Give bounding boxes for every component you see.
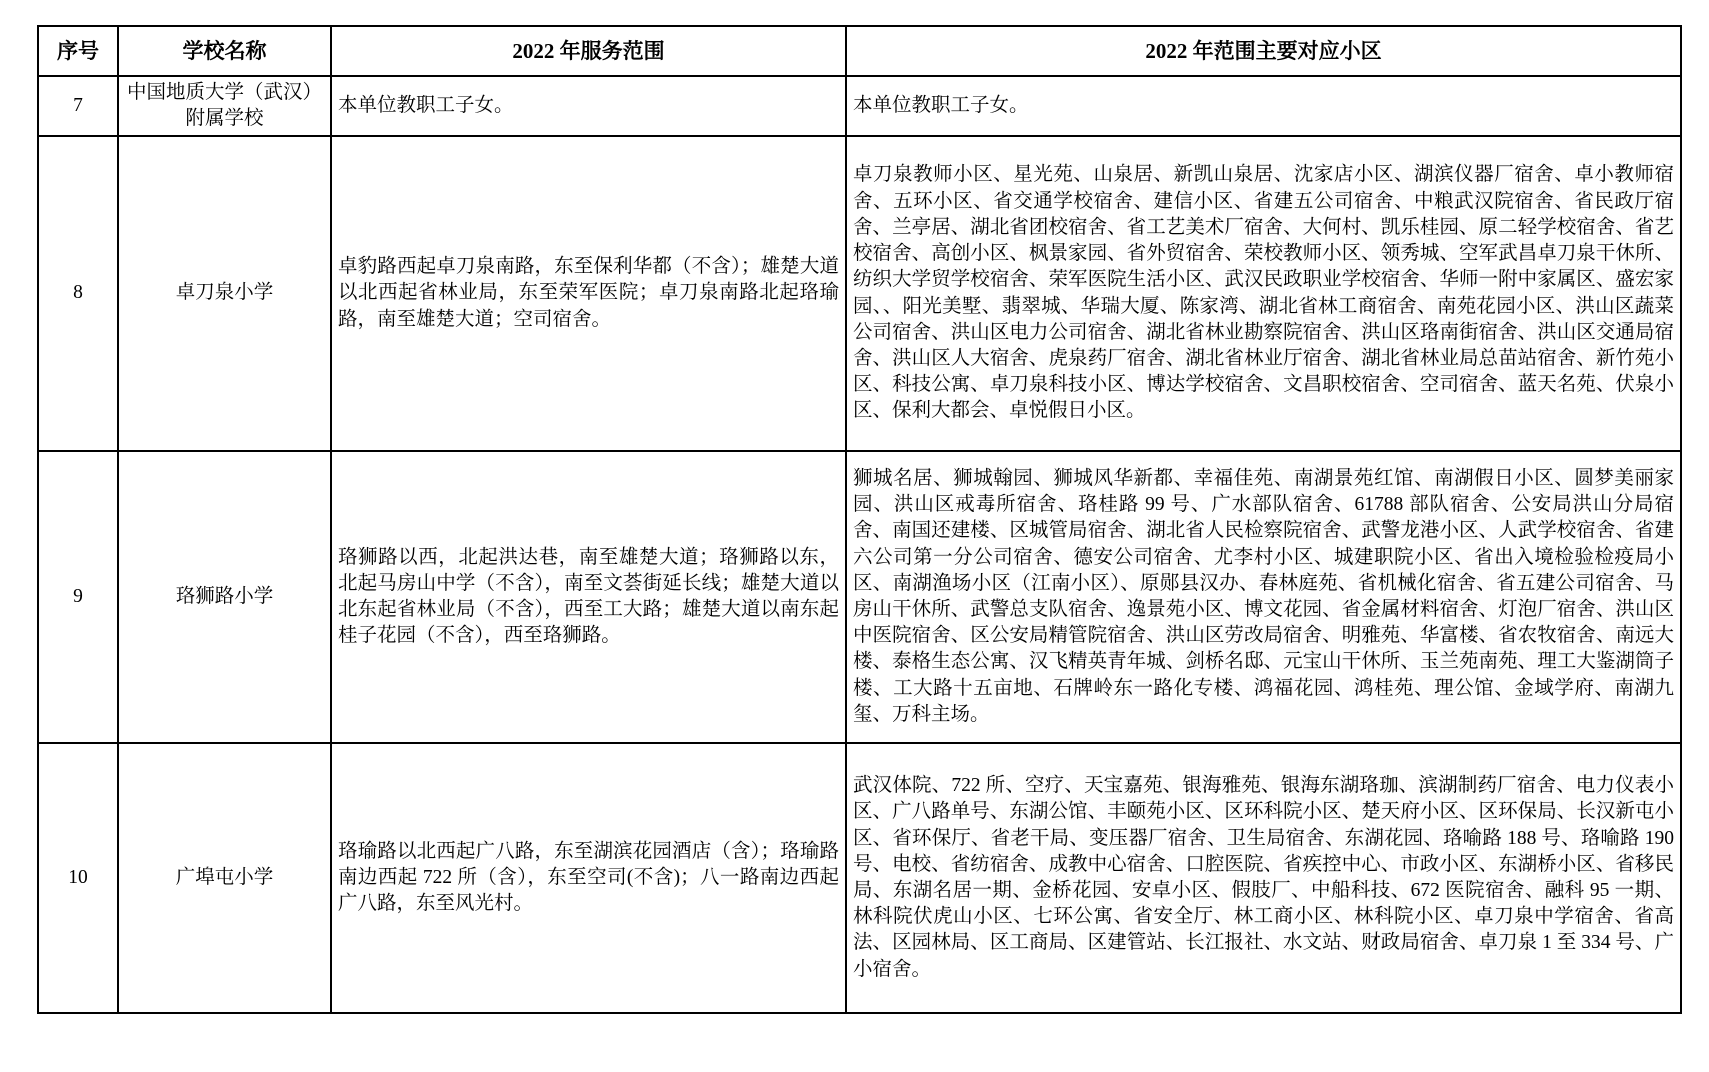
school-name-cell: 中国地质大学（武汉）附属学校 [118,76,331,136]
serial-number-cell: 8 [38,136,118,451]
service-scope-cell: 珞瑜路以北西起广八路，东至湖滨花园酒店（含）；珞瑜路南边西起 722 所（含），东至空司(不含)；八一路南边西起广八路，东至风光村。 [331,743,846,1013]
service-scope-cell: 卓豹路西起卓刀泉南路，东至保利华都（不含）；雄楚大道以北西起省林业局，东至荣军医院；卓刀泉南路北起珞瑜路，南至雄楚大道；空司宿舍。 [331,136,846,451]
service-scope-cell: 本单位教职工子女。 [331,76,846,136]
serial-number-cell: 9 [38,451,118,743]
header-corresponding-communities-2022: 2022 年范围主要对应小区 [846,26,1681,76]
serial-number-cell: 10 [38,743,118,1013]
school-service-table [37,25,1682,1014]
header-school-name: 学校名称 [118,26,331,76]
school-name-cell: 卓刀泉小学 [118,136,331,451]
header-service-scope-2022: 2022 年服务范围 [331,26,846,76]
table-row [38,76,1681,136]
table-row [38,743,1681,1013]
communities-cell: 卓刀泉教师小区、星光苑、山泉居、新凯山泉居、沈家店小区、湖滨仪器厂宿舍、卓小教师宿舍、五环小区、省交通学校宿舍、建信小区、省建五公司宿舍、中粮武汉院宿舍、省民政厅宿舍、兰亭居、湖北省团校宿舍、省工艺美术厂宿舍、大何村、凯乐桂园、原二轻学校宿舍、省艺校宿舍、高创小区、枫景家园、省外贸宿舍、荣校教师小区、领秀城、空军武昌卓刀泉干休所、纺织大学贸学校宿舍、荣军医院生活小区、武汉民政职业学校宿舍、华师一附中家属区、盛宏家园、、阳光美墅、翡翠城、华瑞大厦、陈家湾、湖北省林工商宿舍、南苑花园小区、洪山区蔬菜公司宿舍、洪山区电力公司宿舍、湖北省林业勘察院宿舍、洪山区珞南街宿舍、洪山区交通局宿舍、洪山区人大宿舍、虎泉药厂宿舍、湖北省林业厅宿舍、湖北省林业局总苗站宿舍、新竹苑小区、科技公寓、卓刀泉科技小区、博达学校宿舍、文昌职校宿舍、空司宿舍、蓝天名苑、伏泉小区、保利大都会、卓悦假日小区。 [846,136,1681,451]
school-name-cell: 珞狮路小学 [118,451,331,743]
table-row [38,136,1681,451]
serial-number-cell: 7 [38,76,118,136]
header-serial-number: 序号 [38,26,118,76]
table-header-row [38,26,1681,76]
communities-cell: 本单位教职工子女。 [846,76,1681,136]
school-name-cell: 广埠屯小学 [118,743,331,1013]
communities-cell: 武汉体院、722 所、空疗、天宝嘉苑、银海雅苑、银海东湖珞珈、滨湖制药厂宿舍、电力仪表小区、广八路单号、东湖公馆、丰颐苑小区、区环科院小区、楚天府小区、区环保局、长汉新屯小区、省环保厅、省老干局、变压器厂宿舍、卫生局宿舍、东湖花园、珞喻路 188 号、珞喻路 190 号、电校、省纺宿舍、成教中心宿舍、口腔医院、省疾控中心、市政小区、东湖桥小区、省移民局、东湖名居一期、金桥花园、安卓小区、假肢厂、中船科技、672 医院宿舍、融科 95 一期、林科院伏虎山小区、七环公寓、省安全厅、林工商小区、林科院小区、卓刀泉中学宿舍、省高法、区园林局、区工商局、区建管站、长江报社、水文站、财政局宿舍、卓刀泉 1 至 334 号、广小宿舍。 [846,743,1681,1013]
service-scope-cell: 珞狮路以西，北起洪达巷，南至雄楚大道；珞狮路以东，北起马房山中学（不含），南至文荟街延长线；雄楚大道以北东起省林业局（不含），西至工大路；雄楚大道以南东起桂子花园（不含），西至珞狮路。 [331,451,846,743]
communities-cell: 狮城名居、狮城翰园、狮城风华新都、幸福佳苑、南湖景苑红馆、南湖假日小区、圆梦美丽家园、洪山区戒毒所宿舍、珞桂路 99 号、广水部队宿舍、61788 部队宿舍、公安局洪山分局宿舍、南国还建楼、区城管局宿舍、湖北省人民检察院宿舍、武警龙港小区、人武学校宿舍、省建六公司第一分公司宿舍、德安公司宿舍、尤李村小区、城建职院小区、省出入境检验检疫局小区、南湖渔场小区（江南小区）、原郧县汉办、春林庭苑、省机械化宿舍、省五建公司宿舍、马房山干休所、武警总支队宿舍、逸景苑小区、博文花园、省金属材料宿舍、灯泡厂宿舍、洪山区中医院宿舍、区公安局精管院宿舍、洪山区劳改局宿舍、明雅苑、华富楼、省农牧宿舍、南远大楼、泰格生态公寓、汉飞精英青年城、剑桥名邸、元宝山干休所、玉兰苑南苑、理工大鉴湖筒子楼、工大路十五亩地、石牌岭东一路化专楼、鸿福花园、鸿桂苑、理公馆、金域学府、南湖九玺、万科主场。 [846,451,1681,743]
table-row [38,451,1681,743]
